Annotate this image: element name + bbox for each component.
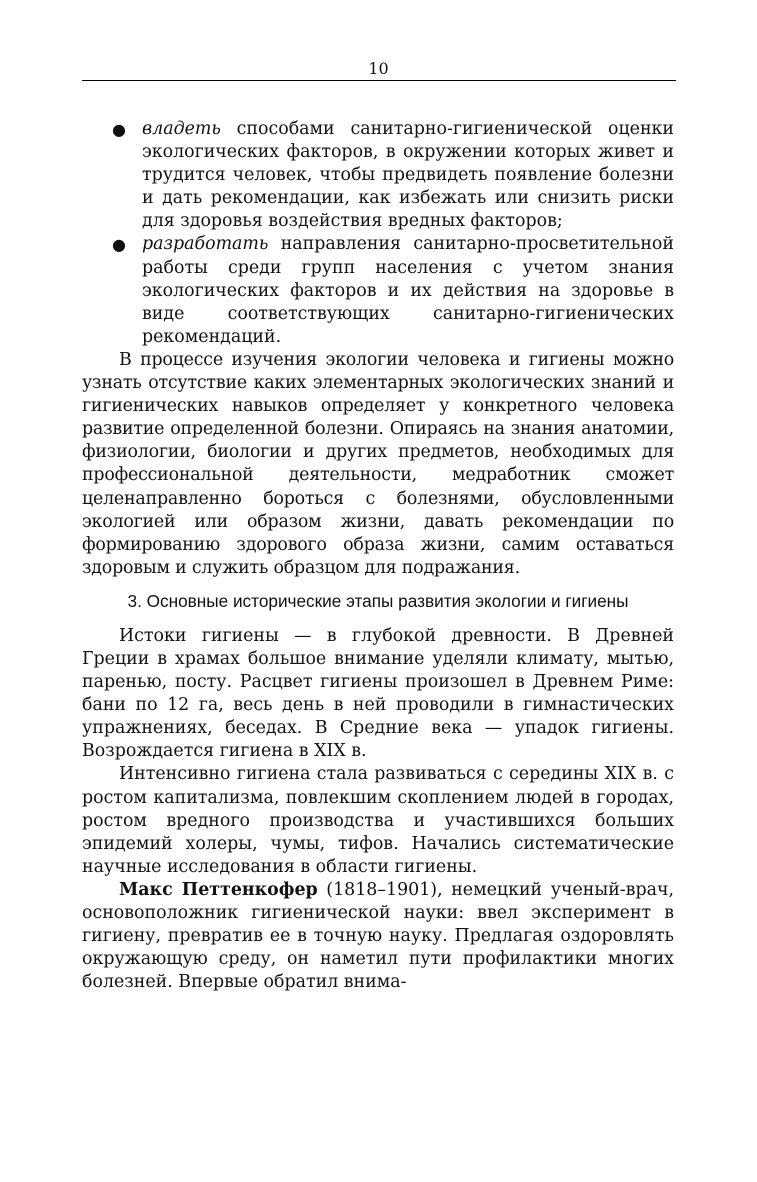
section-heading: 3. Основные исторические этапы развития экологии и гигиены (127, 590, 629, 611)
page-number: 10 (368, 59, 389, 78)
list-item-text: направления санитарно-просветительной работы среди групп населения с учетом знания экологических факторов и их действия на здоровье в виде соответствующих санитарно-гигиенических рекомендаций. (142, 234, 674, 347)
paragraph-text: (1818–1901), немецкий ученый-врач, основоположник гигиенической науки: ввел эксперимент в гигиену, превратив ее в точную науку. Предлагая оздоровлять окружающую среду, он наметил пути профилактики многих болезней. Впервые обратил внима- (82, 879, 674, 993)
list-item (82, 118, 674, 233)
person-name: Макс Петтенкофер (119, 879, 318, 900)
list-item (82, 233, 674, 348)
bullet-dot-icon: ● (112, 120, 126, 139)
history-paragraph-3 (82, 879, 674, 994)
bullet-dot-icon: ● (112, 235, 126, 255)
history-paragraph-2: Интенсивно гигиена стала развиваться с середины XIX в. с ростом капитализма, повлекшим скоплением людей в городах, ростом вредного производства и участившихся больших эпидемий холеры, чумы, тифов. Начались систематические научные исследования в области гигиены. (82, 764, 674, 877)
page-body (82, 118, 674, 994)
intro-paragraph: В процессе изучения экологии человека и гигиены можно узнать отсутствие каких элементарных экологических знаний и гигиенических навыков определяет у конкретного человека развитие определенной болезни. Опираясь на знания анатомии, физиологии, биологии и других предметов, необходимых для профессиональной деятельности, медработник сможет целенаправленно бороться с болезнями, обусловленными экологией или образом жизни, давать рекомендации по формированию здорового образа жизни, самим оставаться здоровым и служить образцом для подражания. (82, 349, 674, 578)
list-item-keyword: разработать (142, 234, 269, 255)
goals-list (82, 118, 674, 349)
list-item-text: способами санитарно-гигиенической оценки экологических факторов, в окружении которых живет и трудится человек, чтобы предвидеть появление болезни и дать рекомендации, как избежать или снизить риски для здоровья воздействия вредных факторов; (142, 119, 674, 232)
history-paragraph-1: Истоки гигиены — в глубокой древности. В Древней Греции в храмах большое внимание уделяли климату, мытью, паренью, посту. Расцвет гигиены произошел в Древнем Риме: бани по 12 га, весь день в ней проводили в гимнастических упражнениях, беседах. В Средние века — упадок гигиены. Возрождается гигиена в XIX в. (82, 625, 674, 762)
list-item-keyword: владеть (142, 119, 221, 139)
header-rule (82, 80, 676, 81)
